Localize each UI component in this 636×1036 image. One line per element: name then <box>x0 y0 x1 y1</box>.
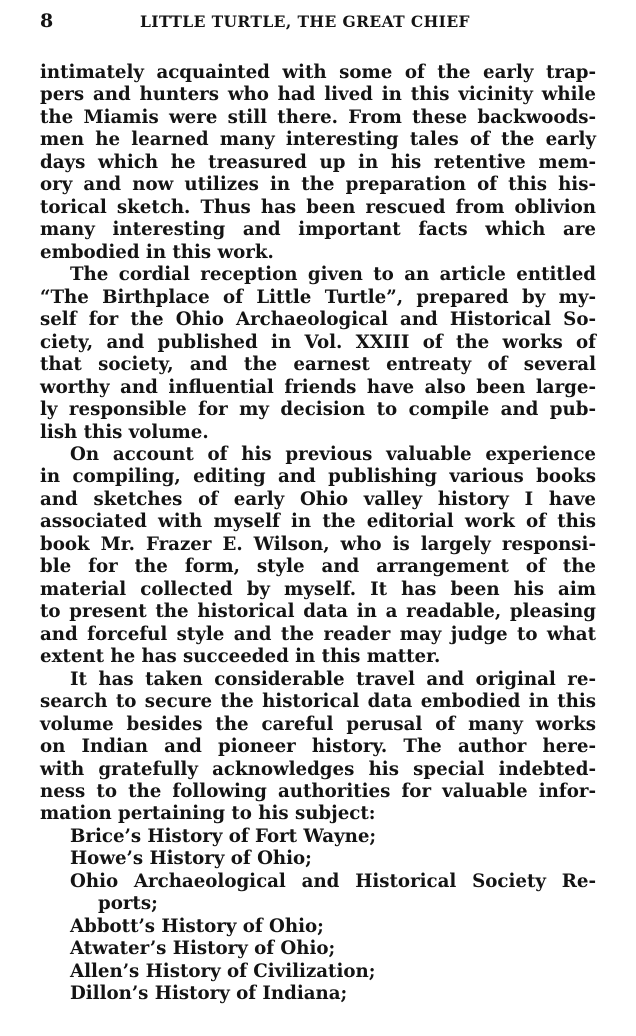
text-line: associated with myself in the editorial work of this <box>40 511 596 533</box>
text-line: extent he has succeeded in this matter. <box>40 646 441 668</box>
text-line: intimately acquainted with some of the early trap- <box>40 62 596 83</box>
text-line: ciety, and published in Vol. XXIII of the works of <box>40 331 596 353</box>
text-line: ness to the following authorities for valuable infor- <box>40 781 596 802</box>
text-line: torical sketch. Thus has been rescued from oblivion <box>40 196 596 218</box>
text-line: to present the historical data in a readable, pleasing <box>40 601 596 623</box>
text-line: worthy and influential friends have also been large- <box>40 376 596 398</box>
text-line: with gratefully acknowledges his special indebted- <box>40 758 596 780</box>
text-line: volume besides the careful perusal of many works <box>40 713 596 735</box>
text-line: search to secure the historical data embodied in this <box>40 691 596 713</box>
page-number: 8 <box>40 10 54 32</box>
text-line: in compiling, editing and publishing various books <box>40 466 596 488</box>
text-line: lish this volume. <box>40 421 209 443</box>
text-line: material collected by myself. It has been his aim <box>40 578 596 600</box>
text-line: mation pertaining to his subject: <box>40 803 376 825</box>
paragraph-first-line: On account of his previous valuable experience <box>70 443 596 465</box>
authority-list-item-continuation: ports; <box>98 893 158 915</box>
authority-list-item: Brice’s History of Fort Wayne; <box>70 825 377 847</box>
text-line: men he learned many interesting tales of the early <box>40 129 596 151</box>
text-line: ory and now utilizes in the preparation of this his- <box>40 174 596 196</box>
text-line: ly responsible for my decision to compile and pub- <box>40 399 596 421</box>
running-title: LITTLE TURTLE, THE GREAT CHIEF <box>140 12 470 31</box>
authority-list-item: Allen’s History of Civilization; <box>70 960 376 982</box>
text-line: days which he treasured up in his retentive mem- <box>40 151 596 173</box>
authority-list-item: Atwater’s History of Ohio; <box>70 938 336 960</box>
text-line: ble for the form, style and arrangement of the <box>40 556 596 578</box>
text-line: on Indian and pioneer history. The author here- <box>40 736 596 758</box>
text-line: “The Birthplace of Little Turtle”, prepared by my- <box>40 286 596 308</box>
paragraph-first-line: It has taken considerable travel and original re- <box>70 668 596 690</box>
text-line: book Mr. Frazer E. Wilson, who is largely responsi- <box>40 533 596 555</box>
text-line: and sketches of early Ohio valley history I have <box>40 488 596 510</box>
page-header <box>40 9 596 35</box>
authority-list-item: Howe’s History of Ohio; <box>70 848 312 870</box>
authority-list-item: Ohio Archaeological and Historical Society Re- <box>70 870 596 892</box>
text-line: and forceful style and the reader may judge to what <box>40 623 596 645</box>
text-line: that society, and the earnest entreaty of several <box>40 354 596 376</box>
body-text <box>40 62 596 1006</box>
authority-list-item: Abbott’s History of Ohio; <box>70 915 324 937</box>
text-line: the Miamis were still there. From these backwoods- <box>40 106 596 128</box>
authority-list-item: Dillon’s History of Indiana; <box>70 983 348 1005</box>
text-line: embodied in this work. <box>40 241 274 263</box>
text-line: pers and hunters who had lived in this vicinity while <box>40 84 596 106</box>
text-line: many interesting and important facts which are <box>40 219 596 241</box>
text-line: self for the Ohio Archaeological and Historical So- <box>40 309 596 331</box>
paragraph-first-line: The cordial reception given to an article entitled <box>70 264 596 286</box>
